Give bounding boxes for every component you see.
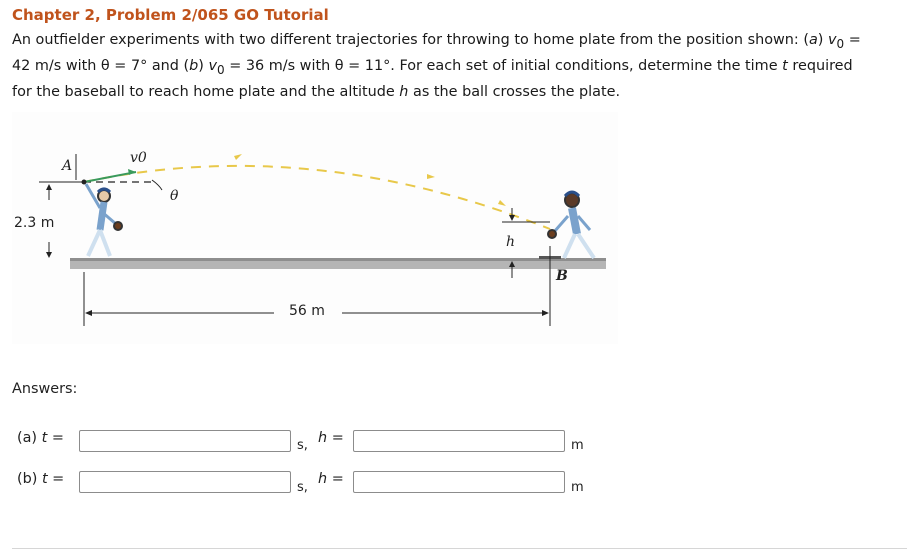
row-a-case: (a) [17,430,42,446]
trajectory-curve [84,166,550,229]
distance-arrow-right [542,310,549,316]
row-a-h-eq: = [327,430,344,446]
trajectory-arrow-2 [427,174,435,179]
problem-text-2c: = 36 m/s with θ = 11°. For each set of initial conditions, determine the time [224,57,783,74]
trajectory-arrow-3 [498,200,506,206]
problem-title: Chapter 2, Problem 2/065 GO Tutorial [12,6,329,24]
row-b-h-label [318,471,344,487]
label-theta: θ [170,188,179,204]
v0-vector [84,172,136,182]
answer-a-time-input[interactable] [79,430,291,452]
answers-heading: Answers: [12,381,78,397]
h-arrow-top [509,215,515,221]
outfielder-figure [86,184,122,256]
height-arrow-bottom [46,252,52,258]
v0-symbol-2: v [208,57,218,74]
label-height: 2.3 m [14,215,55,231]
ground-edge [70,258,606,261]
row-b-t-label [17,471,64,487]
answer-b-altitude-unit: m [571,480,584,495]
bottom-divider [12,548,907,549]
v0-subscript-2: 0 [217,62,225,77]
problem-text-2d: required [787,57,853,74]
row-b-case: (b) [17,471,42,487]
label-point-b: B [556,268,568,284]
distance-arrow-left [85,310,92,316]
problem-text-3a: for the baseball to reach home plate and the altitude [12,83,400,100]
v0-symbol: v [828,32,837,48]
label-distance: 56 m [289,303,325,319]
v0-arrowhead [128,169,136,175]
answer-a-time-unit: s, [297,438,308,453]
problem-text-1a: An outfielder experiments with two different trajectories for throwing to home plate from the position shown: ( [12,32,809,48]
problem-text-1b: ) [817,32,828,48]
problem-statement [12,29,907,103]
case-a-label: a [808,32,818,48]
row-a-t-eq: = [47,430,64,446]
problem-text-2a: 42 m/s with θ = 7° and ( [12,57,190,74]
trajectory-arrow-1 [234,154,242,160]
label-h: h [506,234,516,250]
row-b-t-eq: = [47,471,65,487]
answer-b-altitude-input[interactable] [353,471,565,493]
problem-figure [12,112,618,344]
problem-text-2b: ) [198,57,209,74]
case-b-label: b [189,57,199,74]
answer-a-altitude-unit: m [571,438,584,453]
row-a-h-symbol: h [318,430,328,446]
ground-strip [70,260,606,269]
row-b-h-eq: = [327,471,344,487]
problem-text-3b: as the ball crosses the plate. [408,83,621,100]
row-a-t-symbol: t [41,430,48,446]
h-symbol: h [399,83,409,100]
v0-subscript: 0 [836,36,845,51]
row-b-h-symbol: h [318,471,328,487]
answer-b-time-unit: s, [297,480,308,495]
catcher-figure [548,192,594,258]
t-symbol: t [782,57,788,74]
row-b-t-symbol: t [41,471,48,487]
problem-text-1c: = [844,32,861,48]
row-a-h-label [318,430,344,446]
theta-arc [152,180,162,190]
label-v0: v0 [130,150,147,166]
row-a-t-label [17,430,64,446]
answer-b-time-input[interactable] [79,471,291,493]
height-arrow-top [46,184,52,190]
answer-a-altitude-input[interactable] [353,430,565,452]
label-point-a: A [62,158,73,174]
